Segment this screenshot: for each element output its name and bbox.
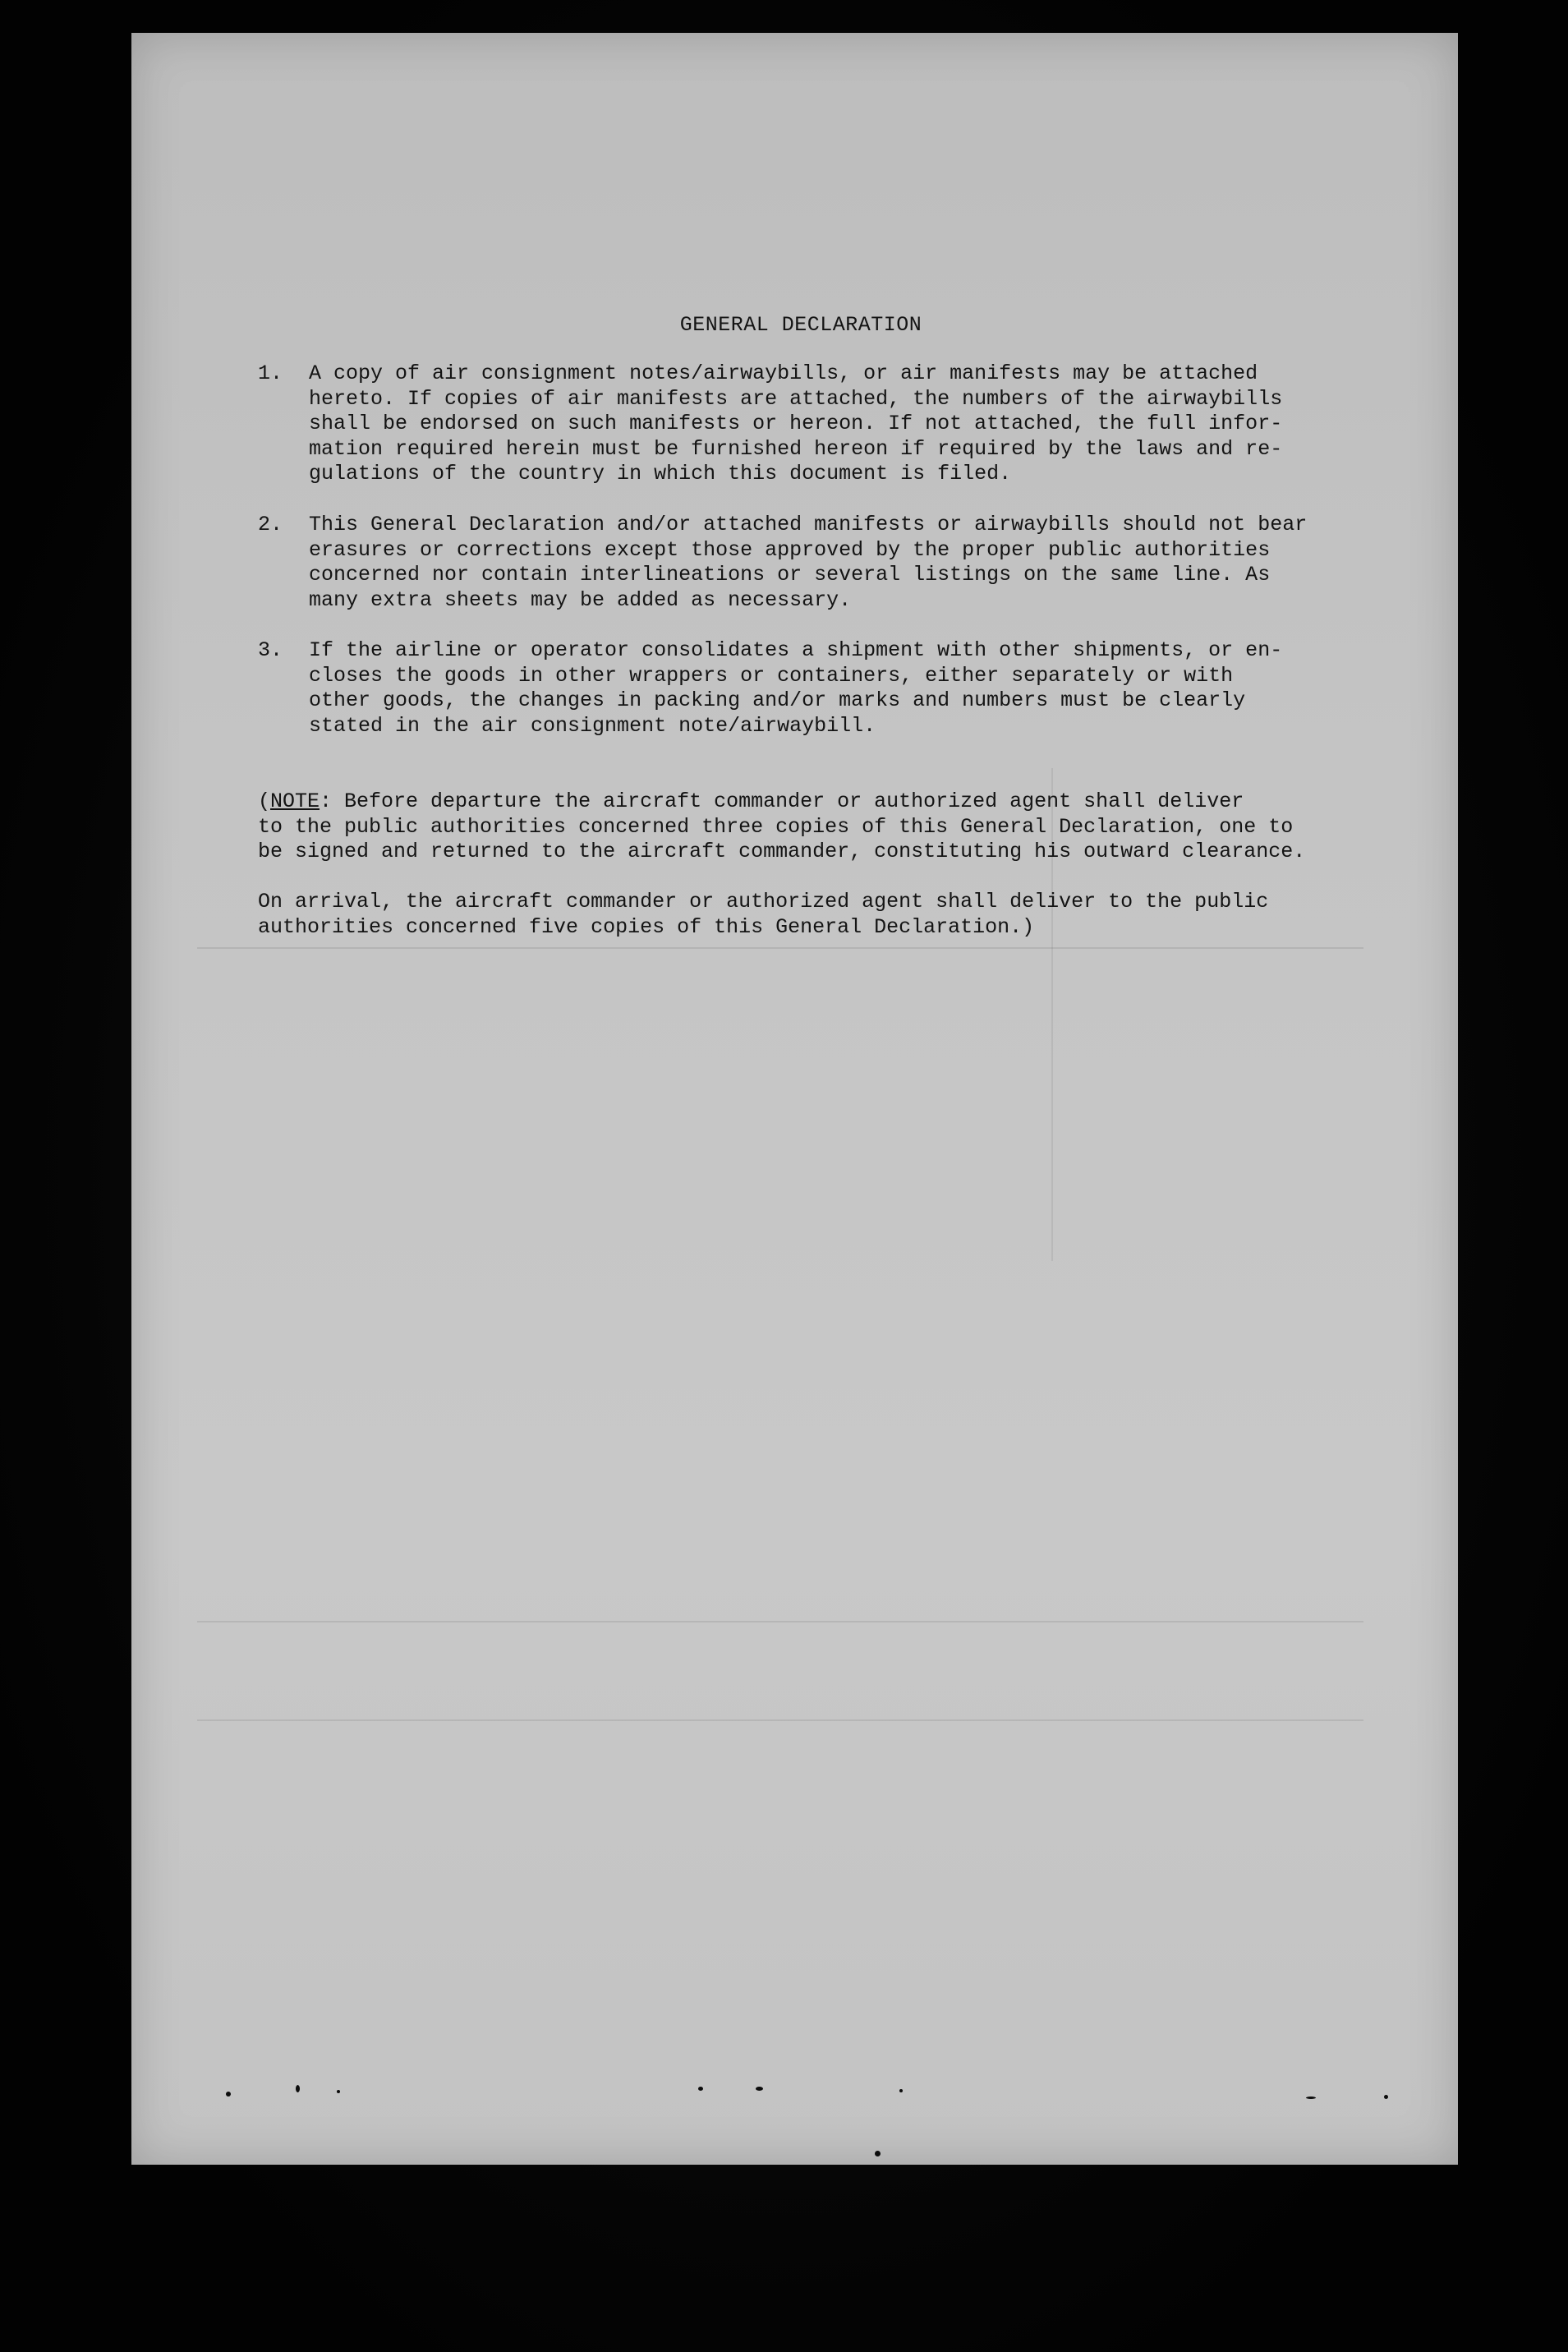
note-label: NOTE (270, 789, 320, 813)
instruction-item-3 (258, 638, 1363, 739)
note-text: : Before departure the aircraft commander or authorized agent shall deliver to the public authorities concerned three copies of this General Declaration, one to be signed and returned to the aircraft commander, constituting his outward clearance. (258, 789, 1306, 863)
reverse-side-bleed-through (131, 33, 1458, 2165)
document-page (131, 33, 1458, 2165)
item-text: A copy of air consignment notes/airwaybills, or air manifests may be attached hereto. If copies of air manifests are attached, the numbers of the airwaybills shall be endorsed on such manifests or hereon. If not attached, the full infor- mation required herein must be furnished hereon if required by the laws and re- gulations of the country in which this document is filed. (309, 361, 1283, 486)
instruction-item-2 (258, 513, 1363, 613)
item-number: 3. (258, 638, 283, 662)
item-text: If the airline or operator consolidates a shipment with other shipments, or en- closes the goods in other wrappers or containers, either separately or with other goods, the changes in packing and/or marks and numbers must be clearly stated in the air consignment note/airwaybill. (309, 638, 1283, 738)
note-open-paren: ( (258, 789, 271, 813)
item-text: This General Declaration and/or attached manifests or airwaybills should not bear erasures or corrections except those approved by the proper public authorities concerned nor contain interlineations or several listings on the same line. As many extra sheets may be added as necessary. (309, 513, 1308, 612)
arrival-note: On arrival, the aircraft commander or authorized agent shall deliver to the public authorities concerned five copies of this General Declaration.) (258, 890, 1269, 939)
item-number: 1. (258, 361, 283, 385)
instruction-item-1 (258, 361, 1363, 487)
departure-note (258, 789, 1363, 865)
item-number: 2. (258, 513, 283, 536)
page-title: GENERAL DECLARATION (679, 313, 922, 337)
